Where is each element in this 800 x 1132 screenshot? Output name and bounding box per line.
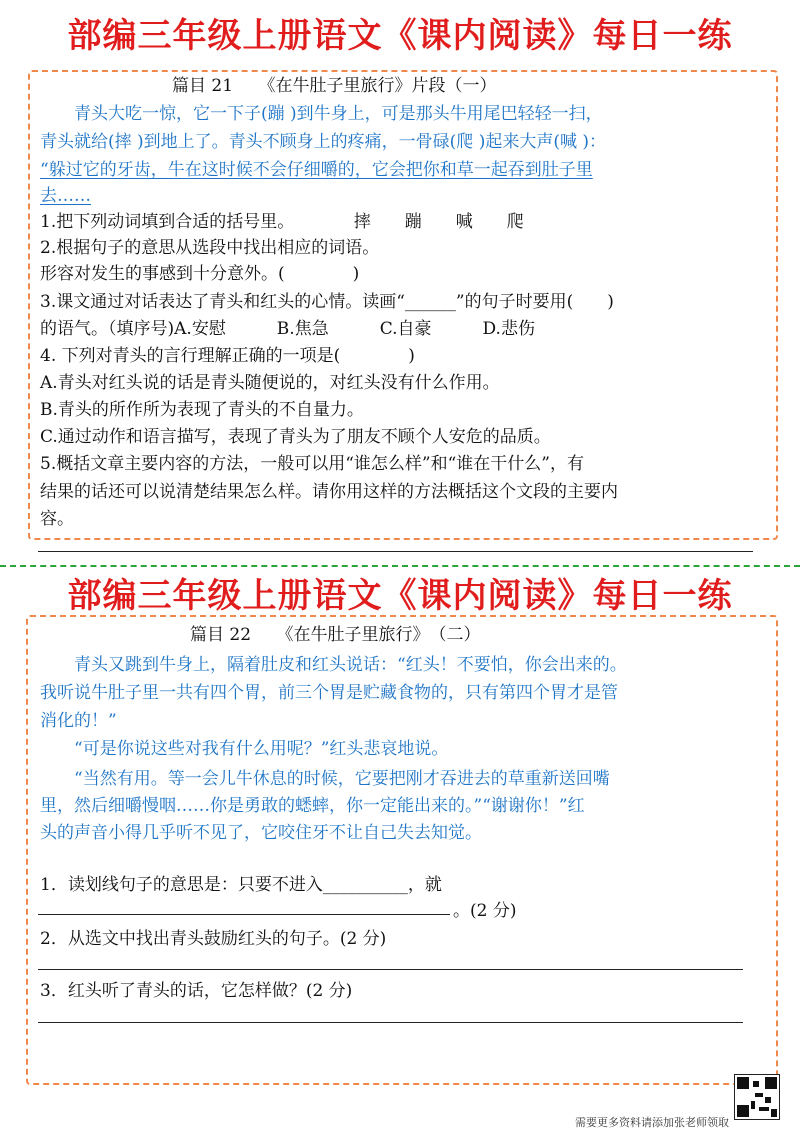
underlined-passage-line: “躲过它的牙齿，牛在这时候不会仔细嚼的，它会把你和草一起吞到肚子里 xyxy=(40,160,593,180)
passage-line: 青头大吃一惊，它一下子(蹦 )到牛身上，可是那头牛用尾巴轻轻一扫， xyxy=(40,104,603,124)
answer-line[interactable] xyxy=(38,914,450,915)
question-line: A.青头对红头说的话是青头随便说的，对红头没有什么作用。 xyxy=(40,373,500,393)
passage-line: 里，然后细嚼慢咽……你是勇敢的蟋蟀，你一定能出来的。”“谢谢你！”红 xyxy=(40,796,585,816)
page-title: 部编三年级上册语文《课内阅读》每日一练 xyxy=(67,576,733,616)
section-heading: 篇目 22 《在牛肚子里旅行》 （二） xyxy=(190,625,481,645)
question-line: 形容对发生的事感到十分意外。( ) xyxy=(40,264,360,284)
qr-code xyxy=(734,1074,780,1120)
answer-line[interactable] xyxy=(38,969,743,970)
exercise-card-21 xyxy=(28,70,778,540)
question-line: 容。 xyxy=(40,509,74,529)
section-heading: 篇目 21 《在牛肚子里旅行》片段（一） xyxy=(172,76,497,96)
passage-line: 消化的！” xyxy=(40,711,117,731)
question-line: C.通过动作和语言描写，表现了青头为了朋友不顾个人安危的品质。 xyxy=(40,427,551,447)
underlined-passage-line: 去…… xyxy=(40,186,91,206)
exercise-card-22 xyxy=(26,615,778,1085)
footer-note: 需要更多资料请添加张老师领取 xyxy=(575,1116,729,1129)
passage-line: “可是你说这些对我有什么用呢？”红头悲哀地说。 xyxy=(40,739,449,759)
passage-line: 青头就给(摔 )到地上了。青头不顾身上的疼痛，一骨碌(爬 )起来大声(喊 )： xyxy=(40,132,607,152)
question-line: 3．红头听了青头的话，它怎样做？(2 分) xyxy=(40,981,353,1001)
question-line: 的语气。（填序号)A.安慰 B.焦急 C.自豪 D.悲伤 xyxy=(40,319,535,339)
question-line: 2．从选文中找出青头鼓励红头的句子。(2 分) xyxy=(40,929,387,949)
section-divider xyxy=(0,565,800,567)
question-line: 4. 下列对青头的言行理解正确的一项是( ) xyxy=(40,346,415,366)
question-line: 3.课文通过对话表达了青头和红头的心情。读画“______”的句子时要用( ) xyxy=(40,292,614,312)
question-line: 2.根据句子的意思从选段中找出相应的词语。 xyxy=(40,238,380,258)
question-line: 1．读划线句子的意思是：只要不进入__________，就 xyxy=(40,875,442,895)
answer-line[interactable] xyxy=(38,1022,743,1023)
passage-line: “当然有用。等一会儿牛休息的时候，它要把刚才吞进去的草重新送回嘴 xyxy=(40,769,610,789)
passage-line: 头的声音小得几乎听不见了，它咬住牙不让自己失去知觉。 xyxy=(40,823,482,843)
question-line: 1.把下列动词填到合适的括号里。 摔 蹦 喊 爬 xyxy=(40,212,524,232)
question-line: 结果的话还可以说清楚结果怎么样。请你用这样的方法概括这个文段的主要内 xyxy=(40,482,618,502)
passage-line: 我听说牛肚子里一共有四个胃，前三个胃是贮藏食物的，只有第四个胃才是管 xyxy=(40,683,618,703)
answer-line[interactable] xyxy=(38,551,753,552)
question-line: 5.概括文章主要内容的方法，一般可以用“谁怎么样”和“谁在干什么”，有 xyxy=(40,454,584,474)
passage-line: 青头又跳到牛身上，隔着肚皮和红头说话：“红头！不要怕，你会出来的。 xyxy=(40,655,627,675)
question-line: B.青头的所作所为表现了青头的不自量力。 xyxy=(40,400,364,420)
question-line: 。(2 分) xyxy=(453,901,517,921)
page-title: 部编三年级上册语文《课内阅读》每日一练 xyxy=(67,16,733,56)
